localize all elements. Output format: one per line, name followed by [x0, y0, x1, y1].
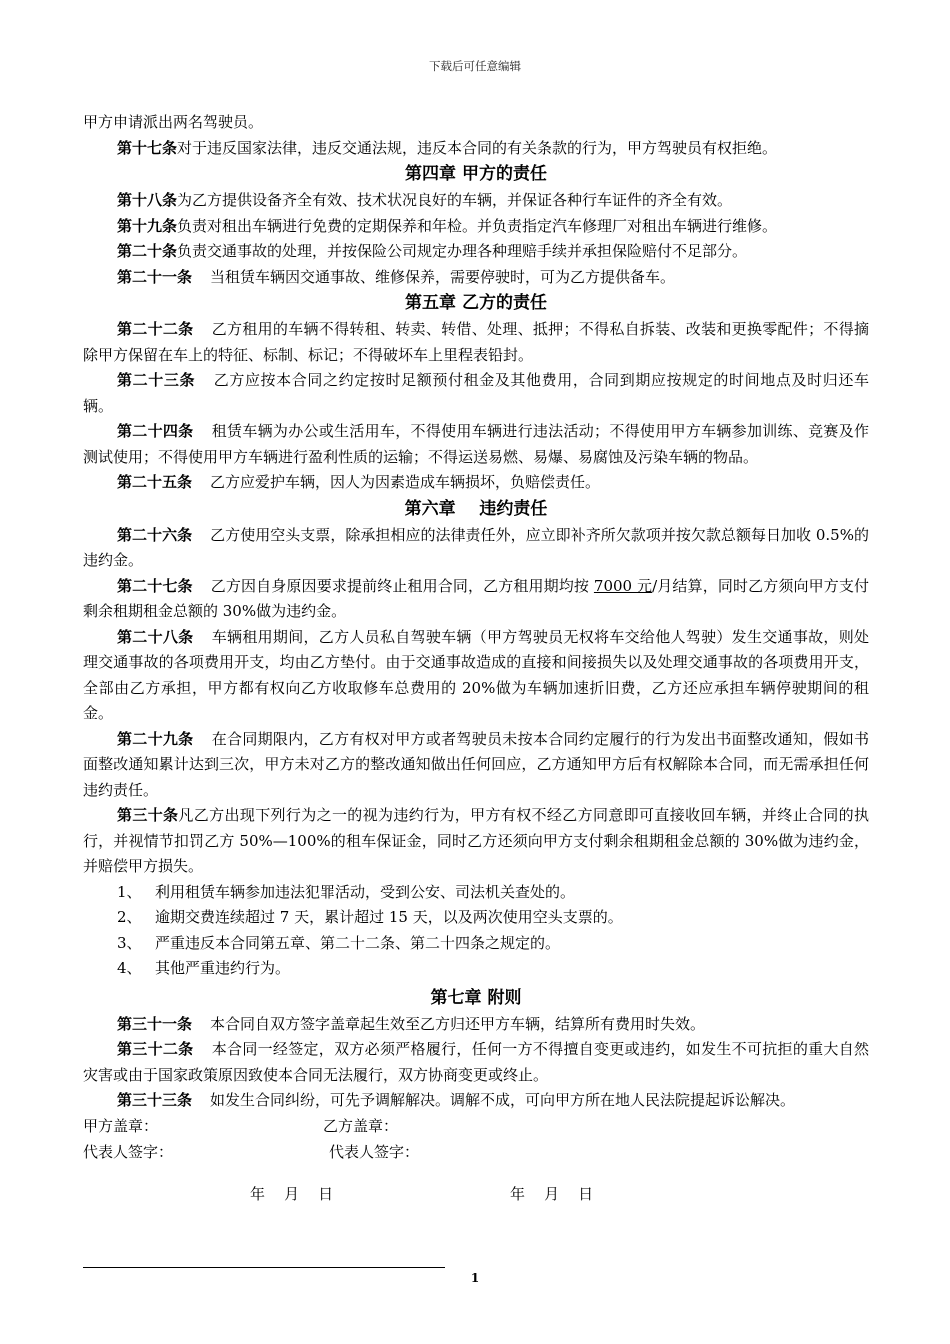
article-label: 第三十二条 [117, 1040, 194, 1058]
article-label: 第二十三条 [117, 371, 196, 389]
chapter-4-title: 第四章 甲方的责任 [405, 164, 547, 184]
article-text: 在合同期限内，乙方有权对甲方或者驾驶员未按本合同约定履行的行为发出书面整改通知，假如书面整改通知累计达到三次，甲方未对乙方的整改通知做出任何回应，乙方通知甲方后有权解除本合同，而无需承担任何违约责任。 [83, 729, 869, 799]
party-b-date: 年 月 日 [510, 1185, 594, 1203]
article-label: 第二十四条 [117, 422, 194, 440]
article-33 [83, 1088, 869, 1114]
party-a-rep-label: 代表人签字： [83, 1142, 174, 1161]
article-text: 乙方租用的车辆不得转租、转卖、转借、处理、抵押；不得私自拆装、改装和更换零配件；不得摘除甲方保留在车上的特征、标制、标记；不得破坏车上里程表铅封。 [83, 320, 869, 364]
article-label: 第二十八条 [117, 627, 194, 646]
article-20 [83, 239, 869, 265]
list-number: 1、 [117, 882, 142, 901]
article-27 [83, 574, 869, 625]
article-label: 第二十九条 [117, 729, 194, 748]
page-header: 下载后可任意编辑 [429, 59, 521, 73]
rent-amount: 7000 元 [593, 576, 653, 595]
article-text: 租赁车辆为办公或生活用车，不得使用车辆进行违法活动；不得使用甲方车辆参加训练、竞赛及作测试使用；不得使用甲方车辆进行盈利性质的运输；不得运送易燃、易爆、易腐蚀及污染车辆的物品。 [83, 422, 869, 466]
article-label: 第二十二条 [117, 320, 194, 338]
party-b-seal-label: 乙方盖章： [323, 1116, 399, 1135]
article-label: 第十八条 [117, 191, 178, 209]
article-label: 第二十条 [117, 242, 178, 260]
list-item [83, 880, 869, 906]
party-b-rep-label: 代表人签字： [329, 1142, 420, 1161]
article-label: 第十九条 [117, 216, 178, 235]
article-label: 第二十一条 [117, 267, 193, 286]
article-text: 当租赁车辆因交通事故、维修保养，需要停驶时，可为乙方提供备车。 [210, 267, 676, 286]
article-26 [83, 523, 869, 574]
article-label: 第二十六条 [117, 525, 193, 544]
party-a-seal-label: 甲方盖章： [83, 1116, 159, 1135]
article-text: 为乙方提供设备齐全有效、技术状况良好的车辆，并保证各种行车证件的齐全有效。 [177, 191, 733, 209]
article-text: 对于违反国家法律，违反交通法规，违反本合同的有关条款的行为，甲方驾驶员有权拒绝。 [177, 138, 778, 157]
article-32 [83, 1037, 869, 1088]
article-label: 第十七条 [117, 138, 178, 157]
chapter-6-title: 第六章 违约责任 [404, 498, 548, 519]
article-text: 凡乙方出现下列行为之一的视为违约行为，甲方有权不经乙方同意即可直接收回车辆，并终止合同的执行，并视情节扣罚乙方 50%—100%的租车保证金，同时乙方还须向甲方支付剩余租期租金总额的 30%做为违约金，并赔偿甲方损失。 [83, 806, 869, 875]
article-17 [83, 136, 869, 162]
article-31 [83, 1012, 869, 1038]
party-a-date: 年 月 日 [250, 1185, 334, 1203]
article-label: 第三十一条 [117, 1014, 193, 1033]
list-number: 2、 [117, 908, 142, 926]
list-text: 严重违反本合同第五章、第二十二条、第二十四条之规定的。 [155, 933, 561, 952]
footer-divider [83, 1267, 445, 1268]
list-item [83, 905, 869, 931]
article-29 [83, 727, 869, 804]
article-label: 第二十七条 [117, 576, 193, 595]
article-text: 乙方因自身原因要求提前终止租用合同，乙方租用期均按 [210, 576, 594, 595]
list-text: 逾期交费连续超过 7 天，累计超过 15 天，以及两次使用空头支票的。 [155, 908, 623, 926]
intro-line: 甲方申请派出两名驾驶员。 [83, 113, 264, 131]
page-number: 1 [470, 1271, 480, 1285]
article-label: 第二十五条 [117, 473, 193, 491]
article-label: 第三十三条 [117, 1091, 193, 1109]
list-item [83, 956, 869, 982]
list-text: 其他严重违约行为。 [155, 959, 291, 977]
article-18 [83, 188, 869, 214]
list-item [83, 931, 869, 957]
representative-row [83, 1140, 869, 1166]
article-24 [83, 419, 869, 470]
article-text: 乙方使用空头支票，除承担相应的法律责任外，应立即补齐所欠款项并按欠款总额每日加收 0.5%的违约金。 [83, 525, 869, 569]
list-number: 3、 [117, 933, 142, 952]
article-text: 乙方应爱护车辆，因人为因素造成车辆损坏，负赔偿责任。 [210, 473, 601, 491]
list-number: 4、 [117, 959, 142, 977]
article-28 [83, 625, 869, 727]
article-text: 如发生合同纠纷，可先予调解解决。调解不成，可向甲方所在地人民法院提起诉讼解决。 [210, 1091, 796, 1109]
list-text: 利用租赁车辆参加违法犯罪活动，受到公安、司法机关查处的。 [155, 882, 576, 901]
article-30 [83, 803, 869, 880]
chapter-5-title: 第五章 乙方的责任 [405, 293, 547, 313]
article-text: 本合同自双方签字盖章起生效至乙方归还甲方车辆，结算所有费用时失效。 [210, 1014, 706, 1033]
article-23 [83, 368, 869, 419]
seal-row [83, 1114, 869, 1140]
article-25 [83, 470, 869, 496]
article-21 [83, 265, 869, 291]
article-text: 负责对租出车辆进行免费的定期保养和年检。并负责指定汽车修理厂对租出车辆进行维修。 [177, 216, 778, 235]
article-text: /月结算，同时乙方须向甲方支付剩余租期租金总额的 30%做为违约金。 [83, 576, 869, 620]
article-text: 负责交通事故的处理，并按保险公司规定办理各种理赔手续并承担保险赔付不足部分。 [177, 242, 748, 260]
article-text: 乙方应按本合同之约定按时足额预付租金及其他费用，合同到期应按规定的时间地点及时归还车辆。 [83, 371, 869, 415]
article-19 [83, 214, 869, 240]
article-22 [83, 317, 869, 368]
contract-body [83, 110, 869, 1166]
article-text: 车辆租用期间，乙方人员私自驾驶车辆（甲方驾驶员无权将车交给他人驾驶）发生交通事故，则处理交通事故的各项费用开支，均由乙方垫付。由于交通事故造成的直接和间接损失以及处理交通事故的各项费用开支，全部由乙方承担，甲方都有权向乙方收取修车总费用的 20%做为车辆加速折旧费，乙方还应承担车辆停驶期间的租金。 [83, 627, 869, 722]
chapter-7-title: 第七章 附则 [430, 987, 522, 1008]
article-label: 第三十条 [117, 806, 179, 824]
article-text: 本合同一经签定，双方必须严格履行，任何一方不得擅自变更或违约，如发生不可抗拒的重大自然灾害或由于国家政策原因致使本合同无法履行，双方协商变更或终止。 [83, 1040, 869, 1084]
